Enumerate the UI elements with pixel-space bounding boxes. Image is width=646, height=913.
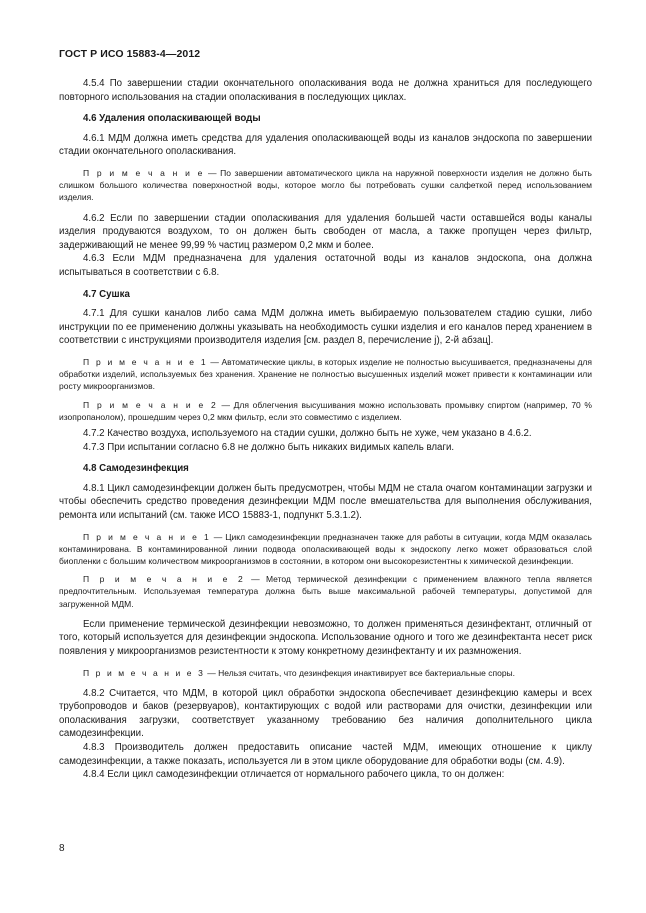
- note-label: П р и м е ч а н и е 1: [83, 531, 211, 542]
- clause-4-6-3: 4.6.3 Если МДМ предназначена для удаления остаточной воды из каналов эндоскопа, она должна испытываться в соответствии с 6.8.: [59, 253, 592, 278]
- paragraph-disinfectant: Если применение термической дезинфекции невозможно, то должен применяться дезинфектант, отличный от того, который используется для дезинфекции эндоскопа. Использование одного и того же дезинфектанта несет риск появления у микроорганизмов резистентности к этому конкретному дезинфектанту и их размножения.: [59, 618, 592, 657]
- note-label: П р и м е ч а н и е 2: [83, 574, 245, 585]
- clause-4-6-1: 4.6.1 МДМ должна иметь средства для удаления ополаскивающей воды из каналов эндоскопа по завершении стадии окончательного ополаскивания.: [59, 132, 592, 158]
- note-4-8-1: [59, 531, 592, 568]
- note-label: П р и м е ч а н и е: [83, 167, 205, 178]
- clause-4-8-4: 4.8.4 Если цикл самодезинфекции отличается от нормального рабочего цикла, то он должен:: [83, 769, 505, 781]
- note-text: — По завершении автоматического цикла на наружной поверхности изделия не должно быть слишком большого количества поверхностной воды, которое могло бы потребовать сушки салфеткой перед использованием изделия.: [59, 167, 592, 203]
- note-text: — Нельзя считать, что дезинфекция инактивирует все бактериальные споры.: [204, 667, 516, 678]
- clause-4-7-3: 4.7.3 При испытании согласно 6.8 не должно быть никаких видимых капель влаги.: [83, 441, 455, 453]
- note-label: П р и м е ч а н и е 1: [83, 356, 208, 367]
- note-4-8-3: [59, 667, 592, 679]
- note-text: — Цикл самодезинфекции предназначен также для работы в ситуации, когда МДМ оказалась контаминирована. В контаминированной линии подвода ополаскивающей воды к эндоскопу легко может образоваться слой биопленки с большим количеством микроорганизмов в состоянии, в котором они высокорезистентны к химической дезинфекции.: [59, 531, 592, 566]
- clause-4-8-2: 4.8.2 Считается, что МДМ, в которой цикл обработки эндоскопа обеспечивает дезинфекцию камеры и всех трубопроводов и баков (резервуаров), контактирующих с водой или растворами для очистки, дезинфекции или ополаскивания загрузки, соответствует указанному требованию без наличия дополнительного цикла самодезинфекции.: [59, 687, 592, 740]
- clause-4-7-2: 4.7.2 Качество воздуха, используемого на стадии сушки, должно быть не хуже, чем указано в 4.6.2.: [83, 427, 532, 439]
- section-heading-4-6: 4.6 Удаления ополаскивающей воды: [83, 113, 261, 125]
- note-text: — Метод термической дезинфекции с применением влажного тепла является предпочтительным. Используемая температура должна быть выше максимальной рабочей температуры, допустимой для загруженной МДМ.: [59, 574, 592, 609]
- note-text: — Для облегчения высушивания можно использовать промывку спиртом (например, 70 % изопропанолом), прошедшим через 0,2 мкм фильтр, если это совместимо с изделием.: [59, 399, 592, 422]
- clause-4-8-3: 4.8.3 Производитель должен предоставить описание частей МДМ, имеющих отношение к циклу самодезинфекции, а также показать, используется ли в этом цикле оборудование для обработки воды (см. 4.9).: [59, 742, 592, 767]
- note-label: П р и м е ч а н и е 2: [83, 399, 218, 410]
- clause-4-5-4: 4.5.4 По завершении стадии окончательного ополаскивания вода не должна храниться для последующего повторного использования на стадии ополаскивания в последующих циклах.: [59, 78, 592, 103]
- note-label: П р и м е ч а н и е 3: [83, 667, 205, 678]
- page-number: 8: [59, 843, 65, 854]
- standard-header: ГОСТ Р ИСО 15883-4—2012: [59, 48, 201, 60]
- section-heading-4-8: 4.8 Самодезинфекция: [83, 463, 189, 475]
- clause-4-7-1: 4.7.1 Для сушки каналов либо сама МДМ должна иметь выбираемую пользователем стадию сушки, либо инструкции по ее применению должны указывать на необходимость сушки изделия и его каналов перед хранением в соответствии с инструкциями производителя изделия [см. раздел 8, перечисление j), 2-й абзац].: [59, 308, 592, 347]
- section-heading-4-7: 4.7 Сушка: [83, 288, 130, 300]
- note-4-8-2: [59, 573, 592, 610]
- note-text: — Автоматические циклы, в которых изделие не полностью высушивается, предназначены для обработки изделий, используемых без хранения. Хранение не полностью высушенных изделий может привести к контаминации или росту микроорганизмов.: [59, 356, 592, 392]
- note-4-7-2: [59, 399, 592, 423]
- document-body: [59, 77, 592, 782]
- note-4-6: [59, 167, 592, 204]
- note-4-7-1: [59, 356, 592, 393]
- clause-4-6-2: 4.6.2 Если по завершении стадии ополаскивания для удаления большей части оставшейся воды каналы изделия продуваются воздухом, то он должен быть свободен от масла, а также пропущен через фильтр, задерживающий не менее 99,99 % частиц размером 0,2 мкм и более.: [59, 212, 592, 251]
- clause-4-8-1: 4.8.1 Цикл самодезинфекции должен быть предусмотрен, чтобы МДМ не стала очагом контаминации загрузки и чтобы обеспечить средство проведения дезинфекции МДМ после вмешательства для выполнения обслуживания, ремонта или испытаний (см. также ИСО 15883-1, подпункт 5.3.1.2).: [59, 482, 592, 521]
